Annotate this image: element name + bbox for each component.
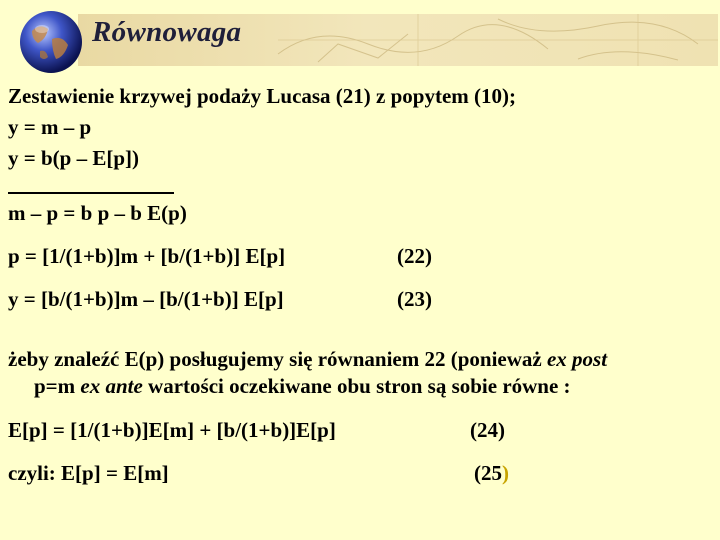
paragraph-part3: wartości oczekiwane obu stron są sobie równe : [142,374,571,398]
globe-icon [18,9,84,75]
equation-y-b: y = b(p – E[p]) [8,146,139,170]
equation-22-number: (22) [397,244,432,268]
ex-ante-term: ex ante [80,374,143,398]
equation-y-m-p: y = m – p [8,115,92,139]
equation-m-p: m – p = b p – b E(p) [8,201,187,225]
intro-text: Zestawienie krzywej podaży Lucasa (21) z popytem (10); [8,84,517,108]
slide-title: Równowaga [92,16,242,48]
paragraph-part2: p=m [34,374,81,398]
paragraph-part1: żeby znaleźć E(p) posługujemy się równaniem 22 (ponieważ [8,347,547,371]
equation-23-number: (23) [397,287,432,311]
ex-post-term: ex post [546,347,608,371]
equation-25-number [474,461,509,486]
equation-23: y = [b/(1+b)]m – [b/(1+b)] E[p] [8,287,284,311]
equation-25: czyli: E[p] = E[m] [8,461,169,485]
equation-25-number-open: (25 [474,461,502,485]
equation-22: p = [1/(1+b)]m + [b/(1+b)] E[p] [8,244,286,268]
equation-24-number: (24) [470,418,505,442]
equation-25-number-close: ) [502,461,509,485]
explanation-paragraph [8,346,718,400]
separator-line [8,192,174,194]
equation-24: E[p] = [1/(1+b)]E[m] + [b/(1+b)]E[p] [8,418,336,442]
